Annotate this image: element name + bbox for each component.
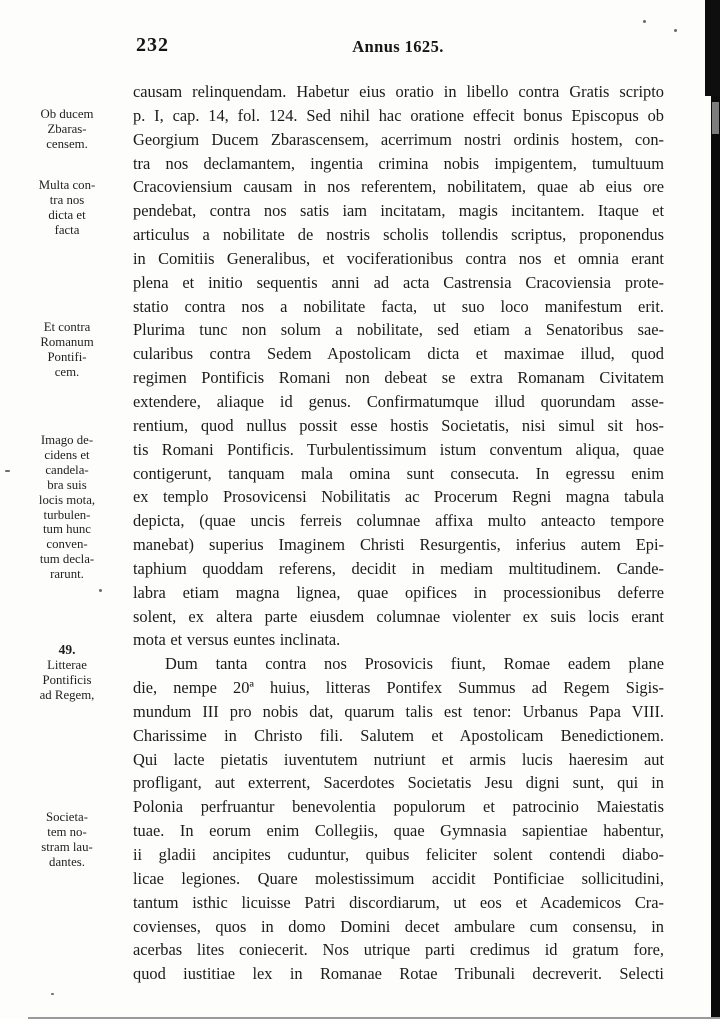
margin-note-line: tum hunc [43, 522, 91, 537]
body-line: regimen Pontificis Romani non debeat se extra Romanam Civitatem [133, 368, 664, 388]
body-line: causam relinquendam. Habetur eius oratio in libello contra Gratis scripto [133, 82, 664, 101]
body-line: labra etiam magna lignea, quae opifices in processionibus deferre [133, 582, 664, 602]
body-text [133, 80, 664, 986]
margin-note-line: conven- [46, 537, 88, 552]
body-line: contigerunt, tanquam mala omina sunt consecuta. In egressu enim [133, 463, 664, 483]
margin-note-line: Et contra [43, 320, 91, 334]
scan-edge-artifact [711, 0, 720, 1019]
body-line: statio contra nos a nobilitate facta, ut suo loco manifestum erit. [133, 296, 664, 316]
scan-speck [674, 29, 677, 32]
margin-note-multa-contra [4, 178, 130, 238]
margin-note-line: tra nos [49, 192, 85, 207]
margin-note-line: rarunt. [50, 567, 84, 582]
margin-note-line: cidens et [44, 447, 90, 462]
margin-note-line: Imago de- [40, 433, 94, 447]
body-line: acerbas lites coniecerit. Nos utrique parti credimus id gratum fore, [133, 940, 664, 960]
body-line: manebat) superius Imaginem Christi Resurgentis, inferius autem Epi- [133, 535, 664, 555]
margin-note-line: stram lau- [41, 839, 93, 854]
body-line: articulus a nobilitate de nostris scholis tollendis scriptus, proponendus [133, 225, 664, 245]
margin-note-ob-ducem [4, 107, 130, 152]
margin-note-line: Pontificis [42, 672, 92, 687]
body-line: covienses, quos in domo Domini decet ambulare cum consensu, in [133, 916, 664, 936]
body-line: tantum isthic licuisse Patri discordiarum, ut eos et Academicos Cra- [133, 892, 664, 912]
margin-note-line: Litterae [47, 657, 87, 672]
body-line: tis Romani Pontificis. Turbulentissimum istum conventum aliqua, quae [133, 439, 664, 459]
margin-note-societatem-laudantes [4, 810, 130, 870]
body-line: depicta, (quae uncis ferreis columnae affixa multo anteacto tempore [133, 511, 664, 531]
body-line: Polonia perfruantur benevolentia populorum et patrocinio Maiestatis [133, 797, 664, 817]
body-line: solent, ex altera parte eiusdem columnae violenter ex suis locis erant [133, 606, 664, 626]
margin-note-et-contra [4, 320, 130, 380]
margin-note-line: candela- [45, 462, 89, 477]
body-line: licae legiones. Quare molestissimum accidit Pontificiae sollicitudini, [133, 868, 664, 888]
scan-edge-artifact-top [705, 0, 720, 96]
body-line: mundum III pro nobis dat, quarum talis est tenor: Urbanus Papa VIII. [133, 701, 664, 721]
body-line: ii gladii ancipites cuduntur, quibus feliciter solent contendi diabo- [133, 845, 664, 864]
scan-edge-notch [712, 102, 719, 134]
body-line: mota et versus euntes inclinata. [133, 630, 341, 650]
body-line: tra nos declamantem, ingentia crimina nobis impigentem, tumultuum [133, 153, 664, 173]
margin-note-line: Zbaras- [47, 121, 87, 136]
margin-note-line: bra suis [47, 477, 87, 492]
margin-note-line: ad Regem, [39, 687, 95, 702]
body-line: Qui lacte pietatis iuventutem nutriunt et armis lucis haeresim aut [133, 749, 664, 769]
body-line: plena et initio sequentis anni ad acta Castrensia Cracoviensia prote- [133, 272, 664, 292]
scan-speck [51, 993, 54, 995]
body-line: profligant, aut exterrent, Sacerdotes Societatis Jesu digni sunt, qui in [133, 773, 664, 793]
margin-note-line: 49. [58, 642, 76, 657]
margin-note-line: dicta et [48, 207, 86, 222]
scan-speck [643, 20, 646, 23]
body-line: in Comitiis Generalibus, et vociferationibus contra nos et omnia erant [133, 248, 664, 268]
body-line: Plurima tunc non solum a nobilitate, sed etiam a Senatoribus sae- [133, 320, 664, 340]
body-line: rentium, quod nullus possit esse hostis Societatis, nisi simul sit hos- [133, 415, 664, 435]
body-line: Charissime in Christo fili. Salutem et Apostolicam Benedictionem. [133, 725, 664, 745]
margin-note-line: facta [54, 222, 80, 237]
body-line: ex templo Prosovicensi Nobilitatis ac Procerum Regni magna tabula [133, 487, 664, 507]
body-line: Georgium Ducem Zbarascensem, acerrimum nostri ordinis hostem, con- [133, 129, 664, 149]
margin-note-line: cem. [54, 364, 80, 379]
scan-speck [5, 470, 10, 472]
body-line: die, nempe 20ª huius, litteras Pontifex Summus ad Regem Sigis- [133, 678, 664, 698]
margin-note-line: locis mota, [38, 492, 96, 507]
margin-note-line: Romanum [40, 334, 94, 349]
body-line: p. I, cap. 14, fol. 124. Sed nihil hac oratione effecit bonus Episcopus ob [133, 105, 664, 125]
body-line: extendere, aliaque id genus. Confirmatumque illud quorundam asse- [133, 391, 664, 411]
body-line: pendebat, contra nos satis iam incitatam, magis incitantem. Itaque et [133, 201, 664, 221]
margin-note-line: turbulen- [43, 507, 91, 522]
margin-note-line: Ob ducem [40, 107, 94, 121]
margin-note-line: tum decla- [39, 552, 95, 567]
margin-note-line: Pontifi- [47, 349, 87, 364]
scan-speck [99, 589, 102, 592]
body-line: cularibus contra Sedem Apostolicam dicta et maximae illud, quod [133, 344, 664, 364]
margin-note-line: Multa con- [38, 178, 96, 192]
margin-note-imago-decidens [4, 433, 130, 582]
body-line: taphium quoddam referens, decidit in mediam multitudinem. Cande- [133, 558, 664, 578]
margin-note-line: dantes. [49, 854, 85, 869]
body-line: quod iustitiae lex in Romanae Rotae Tribunali decreverit. Selecti [133, 964, 664, 984]
page-number: 232 [136, 34, 169, 56]
body-line: Cracoviensium causam in nos referentem, nobilitatem, quae ab eius ore [133, 177, 664, 197]
body-line: Dum tanta contra nos Prosovicis fiunt, Romae eadem plane [165, 654, 664, 674]
margin-note-litterae-pontificis [4, 643, 130, 703]
margin-note-line: Societa- [46, 810, 88, 824]
body-line: tuae. In eorum enim Collegiis, quae Gymnasia sapientiae habentur, [133, 821, 664, 841]
margin-note-line: tem no- [47, 824, 87, 839]
running-head: Annus 1625. [352, 37, 444, 56]
margin-note-line: censem. [46, 136, 88, 151]
